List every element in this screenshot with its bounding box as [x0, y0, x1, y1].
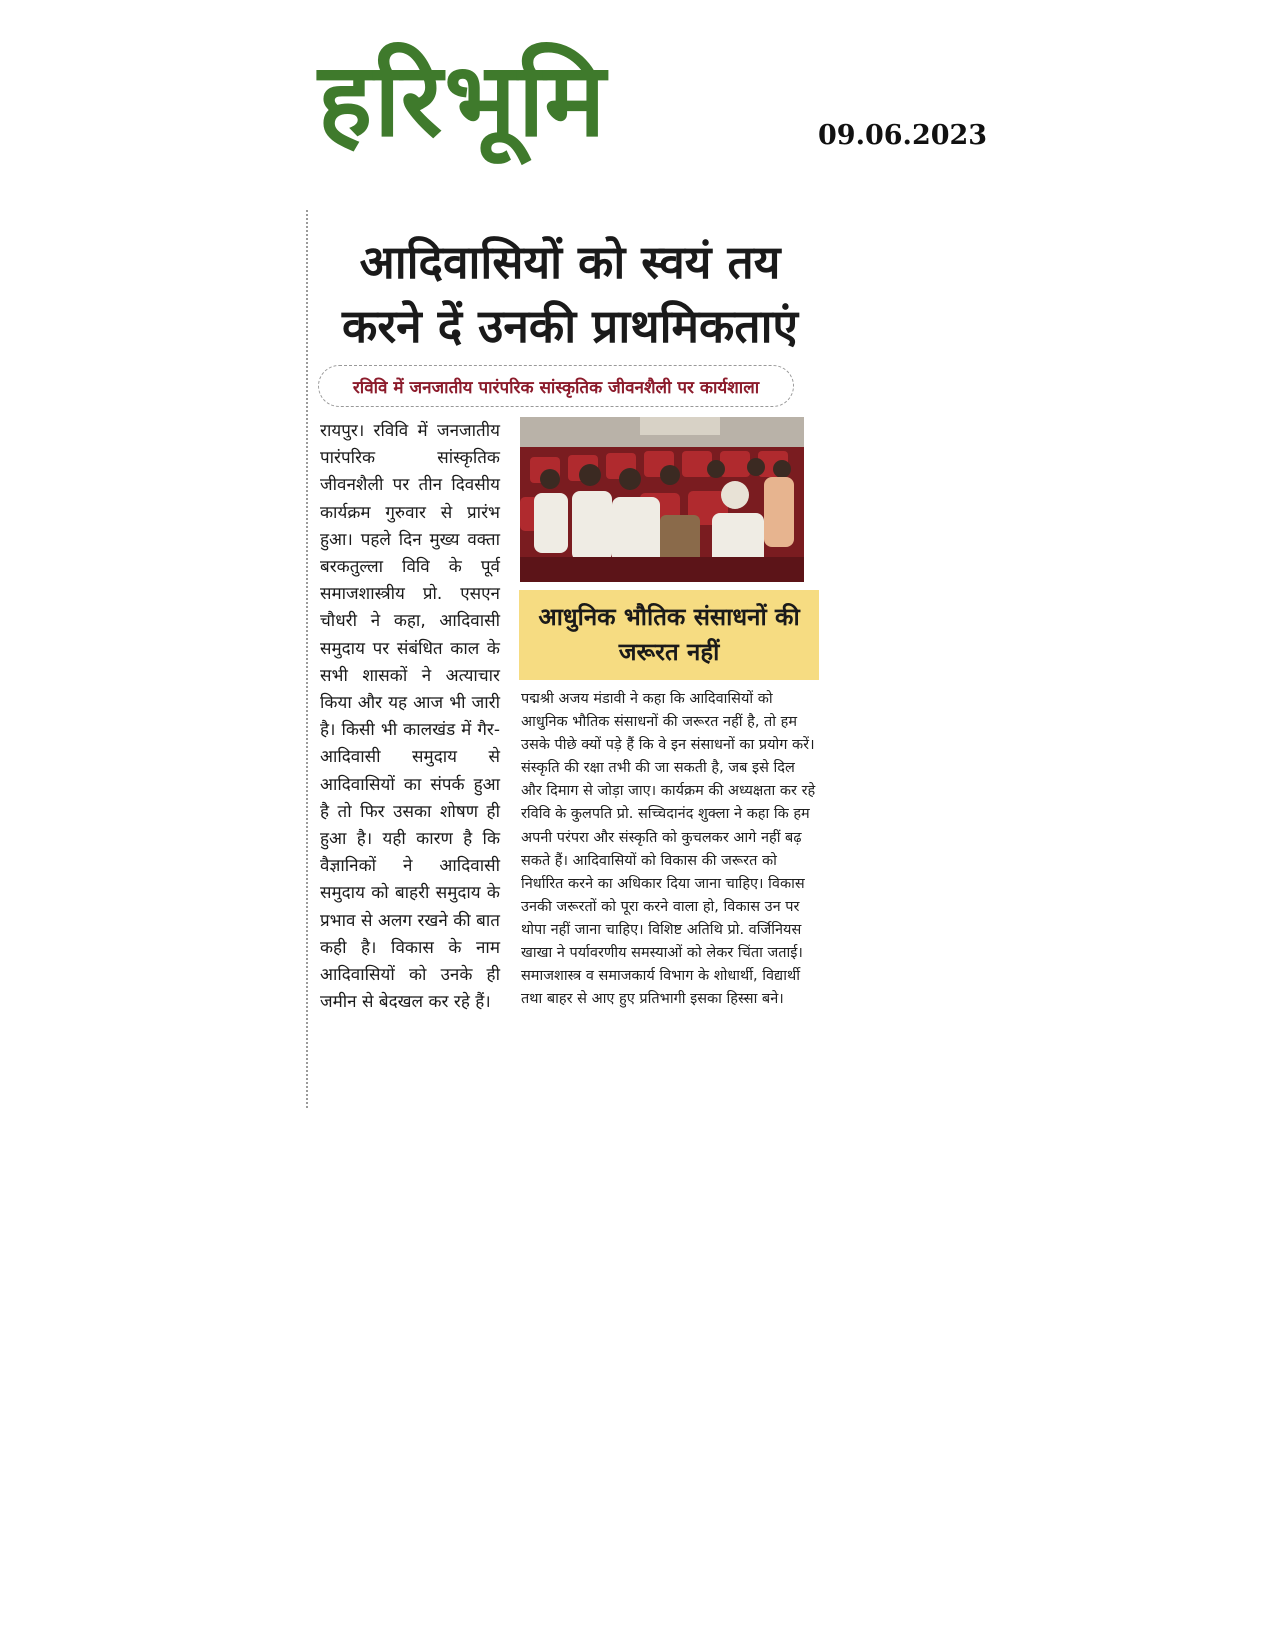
newspaper-masthead-logo — [318, 38, 773, 163]
masthead-name: हरिभूमि — [318, 40, 608, 160]
strap-text: रविवि में जनजातीय पारंपरिक सांस्कृतिक जीवनशैली पर कार्यशाला — [352, 377, 760, 398]
event-photo — [520, 417, 804, 582]
article-body-right-column: पद्मश्री अजय मंडावी ने कहा कि आदिवासियों को आधुनिक भौतिक संसाधनों की जरूरत नहीं है, तो हम उसके पीछे क्यों पड़े हैं कि वे इन संसाधनों का प्रयोग करें। संस्कृति की रक्षा तभी की जा सकती है, जब इसे दिल और दिमाग से जोड़ा जाए। कार्यक्रम की अध्यक्षता कर रहे रविवि के कुलपति प्रो. सच्चिदानंद शुक्ला ने कहा कि हम अपनी परंपरा और संस्कृति को कुचलकर आगे नहीं बढ़ सकते हैं। आदिवासियों को विकास की जरूरत को निर्धारित करने का अधिकार दिया जाना चाहिए। विकास उनकी जरूरतों को पूरा करने वाला हो, विकास उन पर थोपा नहीं जाना चाहिए। विशिष्ट अतिथि प्रो. वर्जिनियस खाखा ने पर्यावरणीय समस्याओं को लेकर चिंता जताई। समाजशास्त्र व समाजकार्य विभाग के शोधार्थी, विद्यार्थी तथा बाहर से आए हुए प्रतिभागी इसका हिस्सा बने। — [521, 691, 816, 1008]
publication-date: 09.06.2023 — [818, 120, 988, 151]
article-strap — [318, 365, 794, 407]
article-body-left-column: रायपुर। रविवि में जनजातीय पारंपरिक सांस्कृतिक जीवनशैली पर तीन दिवसीय कार्यक्रम गुरुवार से प्रारंभ हुआ। पहले दिन मुख्य वक्ता बरकतुल्ला विवि के पूर्व समाजशास्त्रीय प्रो. एसएन चौधरी ने कहा, आदिवासी समुदाय पर संबंधित काल के सभी शासकों ने अत्याचार किया और यह आज भी जारी है। किसी भी कालखंड में गैर-आदिवासी समुदाय से आदिवासियों का संपर्क हुआ है तो फिर उसका शोषण ही हुआ है। यही कारण है कि वैज्ञानिकों ने आदिवासी समुदाय को बाहरी समुदाय के प्रभाव से अलग रखने की बात कही है। विकास के नाम आदिवासियों को उनके ही जमीन से बेदखल कर रहे हैं। — [320, 421, 500, 1013]
article-headline: आदिवासियों को स्वयं तय करने दें उनकी प्राथमिकताएं — [342, 235, 798, 353]
article-subheading-box — [519, 590, 819, 680]
article-subheading: आधुनिक भौतिक संसाधनों की जरूरत नहीं — [538, 603, 800, 666]
news-clipping — [306, 210, 828, 1108]
audience-photo-image — [520, 417, 804, 582]
